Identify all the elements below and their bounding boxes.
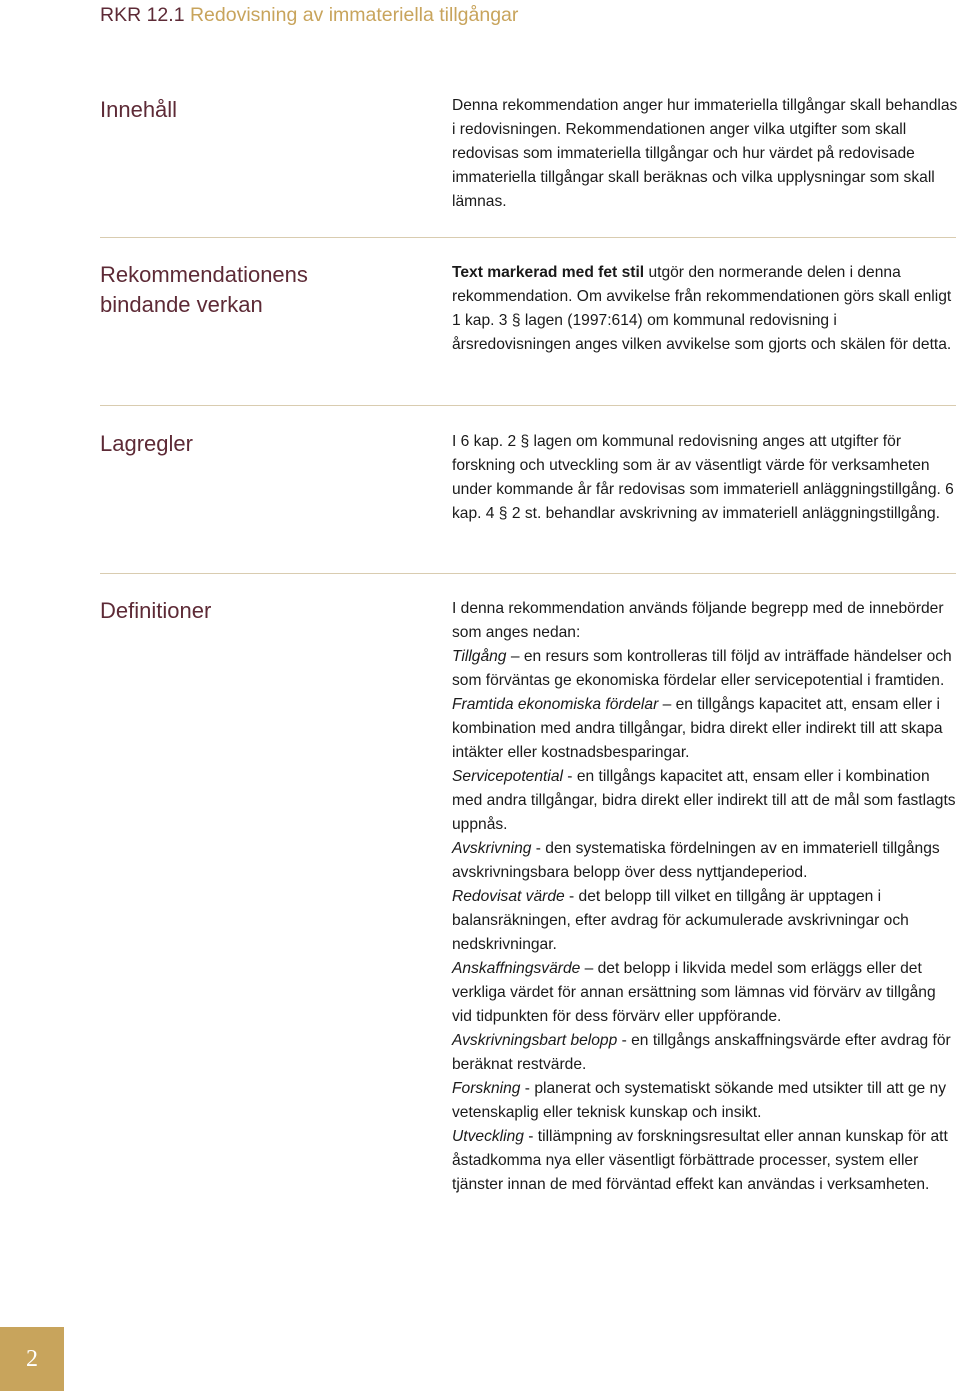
definition-term: Redovisat värde	[452, 888, 565, 905]
definition-term: Servicepotential	[452, 768, 563, 785]
definition-item	[452, 957, 958, 1029]
section-heading-lagregler: Lagregler	[100, 431, 193, 456]
definition-text: - planerat och systematiskt sökande med utsikter till att ge ny vetenskaplig eller teknisk kunskap och insikt.	[452, 1080, 947, 1121]
heading-line: Rekommendationens	[100, 262, 308, 287]
section-divider	[100, 237, 956, 238]
definition-item	[452, 1125, 958, 1197]
section-heading-innehall: Innehåll	[100, 97, 178, 122]
document-header	[100, 4, 518, 27]
definition-term: Tillgång	[452, 648, 507, 665]
definition-text: - en tillgångs kapacitet att, ensam eller i kombination med andra tillgångar, bidra direkt eller indirekt till att de mål som fastlagts uppnås.	[452, 768, 956, 833]
definition-item	[452, 693, 958, 765]
page-number: 2	[26, 1345, 38, 1372]
definition-text: – det belopp i likvida medel som erläggs eller det verkliga värdet för annan ersättning som lämnas vid förvärv av tillgång vid tidpunkten för dess förvärv eller uppförande.	[452, 960, 936, 1025]
definition-term: Avskrivning	[452, 840, 532, 857]
section-text-innehall	[452, 94, 958, 214]
definitioner-intro: I denna rekommendation används följande begrepp med de innebörder som anges nedan:	[452, 600, 944, 641]
section-heading-definitioner: Definitioner	[100, 598, 212, 623]
definition-item	[452, 837, 958, 885]
section-heading-bindande	[100, 260, 400, 320]
heading-line: bindande verkan	[100, 292, 263, 317]
definition-term: Utveckling	[452, 1128, 524, 1145]
document-code: RKR 12.1	[100, 4, 185, 26]
section-text-definitioner	[452, 597, 958, 1197]
definition-item	[452, 645, 958, 693]
definition-item	[452, 765, 958, 837]
definition-text: – en tillgångs kapacitet att, ensam eller i kombination med andra tillgångar, bidra direkt eller indirekt till att skapa intäkter eller kostnadsbesparingar.	[452, 696, 943, 761]
innehall-paragraph: Denna rekommendation anger hur immateriella tillgångar skall behandlas i redovisningen. Rekommendationen anger vilka utgifter som skall redovisas som immateriella tillgångar och hur värdet på redovisade immateriella tillgångar skall beräknas och vilka upplysningar som skall lämnas.	[452, 97, 958, 210]
definition-text: – en resurs som kontrolleras till följd av inträffade händelser och som förväntas ge ekonomiska fördelar eller servicepotential i framtiden.	[452, 648, 952, 689]
definition-term: Anskaffningsvärde	[452, 960, 581, 977]
definition-item	[452, 1029, 958, 1077]
page-number-box	[0, 1327, 64, 1391]
document-title: Redovisning av immateriella tillgångar	[189, 4, 519, 26]
lagregler-paragraph: I 6 kap. 2 § lagen om kommunal redovisning anges att utgifter för forskning och utveckling som är av väsentligt värde för verksamheten under kommande år får redovisas som immateriell anläggningstillgång. 6 kap. 4 § 2 st. behandlar avskrivning av immateriell anläggningstillgång.	[452, 433, 954, 522]
bold-lead: Text markerad med fet stil	[452, 264, 645, 281]
definition-term: Avskrivningsbart belopp	[452, 1032, 618, 1049]
section-text-bindande	[452, 261, 958, 357]
definition-text: - det belopp till vilket en tillgång är upptagen i balansräkningen, efter avdrag för ackumulerade avskrivningar och nedskrivningar.	[452, 888, 909, 953]
bindande-text: utgör den normerande delen i denna rekommendation. Om avvikelse från rekommendationen görs skall enligt 1 kap. 3 § lagen (1997:614) om kommunal redovisning i årsredovisningen anges vilken avvikelse som gjorts och skälen för detta.	[452, 264, 952, 353]
definition-item	[452, 1077, 958, 1125]
definition-term: Forskning	[452, 1080, 521, 1097]
definition-text: - en tillgångs anskaffningsvärde efter avdrag för beräknat restvärde.	[452, 1032, 951, 1073]
definition-text: - tillämpning av forskningsresultat eller annan kunskap för att åstadkomma nya eller väsentligt förbättrade processer, system eller tjänster innan de med förväntad effekt kan användas i verksamheten.	[452, 1128, 948, 1193]
definition-item	[452, 885, 958, 957]
bindande-paragraph	[452, 261, 958, 357]
section-text-lagregler	[452, 430, 958, 526]
definition-text: - den systematiska fördelningen av en immateriell tillgångs avskrivningsbara belopp över dess nyttjandeperiod.	[452, 840, 940, 881]
definition-term: Framtida ekonomiska fördelar	[452, 696, 659, 713]
section-divider	[100, 405, 956, 406]
section-divider	[100, 573, 956, 574]
